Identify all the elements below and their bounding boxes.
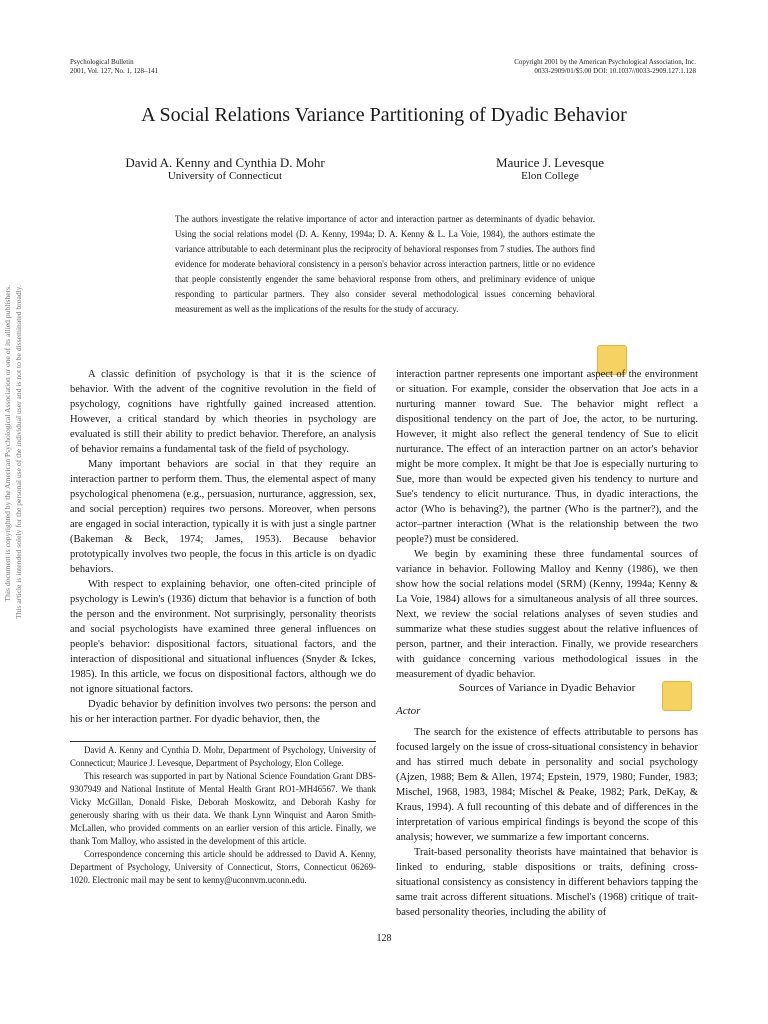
author-affiliation: University of Connecticut (167, 170, 283, 182)
subsection-heading: Actor (396, 705, 421, 717)
journal-volume: 2001, Vol. 127, No. 1, 128–141 (70, 67, 159, 75)
doi-line: 0033-2909/01/$5.00 DOI: 10.1037//0033-2909.127.1.128 (534, 67, 696, 75)
body-paragraph: The search for the existence of effects attributable to persons has focused largely on the issue of cross-situational consistency in behavior and has stirred much debate in personality and social psychology (Ajzen, 1988; Bem & Allen, 1974; Epstein, 1979, 1980; Funder, 1983; Mischel, 1968, 1983, 1984; Mischel & Peake, 1982; Park, DeKay, & Kraus, 1994). A full recounting of this debate and of differences in the interpretation of various empirical findings is beyond the scope of this analysis; however, we summarize a few important concerns. (396, 727, 698, 843)
body-paragraph: interaction partner represents one important aspect of the environment or situation. For example, consider the observation that Joe acts in a nurturing manner toward Sue. The behavior might reflect a dispositional tendency on the part of Joe, the actor, to be nurturing. However, it might also reflect the general tendency of Sue to elicit nurturance. The effect of an interaction partner on an actor's behavior might be more complex. It might be that Joe is especially nurturing to Sue, more than would be expected given his tendency to nurture and Sue's tendency to elicit nurturance. Thus, in dyadic interactions, the actor (Who is behaving?), the partner (Who is the partner?), and the actor–partner interaction (What is the relationship between the two people?) must be considered. (396, 369, 698, 545)
footnote-divider (70, 741, 376, 742)
author-note (70, 744, 376, 887)
copyright-line: Copyright 2001 by the American Psychological Association, Inc. (514, 58, 696, 66)
footnote-paragraph: This research was supported in part by National Science Foundation Grant DBS-9307949 and National Institute of Mental Health Grant RO1-MH46567. We thank Vicky McGillan, Donald Fiske, Deborah Moskowitz, and Deborah Kashy for generously sharing with us their data. We thank Lynn Winquist and Aaron Smith-McLallen, who provided comments on an earlier version of this article. Finally, we thank Tom Malloy, who assisted in the development of this article. (70, 771, 376, 846)
copyright-notice (514, 58, 696, 76)
page-number: 128 (376, 933, 392, 944)
body-paragraph: Many important behaviors are social in that they require an interaction partner to perform them. Thus, the elemental aspect of many psychological phenomena (e.g., persuasion, nurturance, aggression, sex, and social perception) requires two persons. Moreover, when persons are engaged in social interaction, typically it is with just a single partner (Bakeman & Beck, 1974; James, 1953). Because behavior prototypically involves two people, the focus in this article is on dyadic behaviors. (70, 459, 376, 575)
left-column (70, 367, 376, 727)
copyright-sidebar (3, 285, 27, 745)
body-paragraph: A classic definition of psychology is that it is the science of behavior. With the advent of the cognitive revolution in the field of psychology, cognitions have rightfully gained increased attention. However, a critical standard by which theories in psychology are evaluated is still their ability to predict behavior. Therefore, an analysis of behavior remains a fundamental task of the field of psychology. (70, 369, 376, 455)
abstract: The authors investigate the relative importance of actor and interaction partner as determinants of dyadic behavior. Using the social relations model (D. A. Kenny, 1994a; D. A. Kenny & L. La Voie, 1984), the authors estimate the variance attributable to each determinant plus the reciprocity of behavioral responses from 7 studies. The authors find evidence for moderate behavioral consistency in a person's behavior across interaction partners, little or no evidence that people consistently engender the same behavioral response from others, and preliminary evidence of unique responding to particular partners. They also consider several methodological issues concerning behavioral measurement as well as the implications of the results for the study of accuracy. (175, 214, 595, 314)
author-names: Maurice J. Levesque (496, 155, 604, 170)
body-paragraph: Trait-based personality theorists have maintained that behavior is linked to enduring, stable dispositions or traits, defining cross-situational consistency as consistency in different behaviors tapping the same trait across different situations. Mischel's (1968) critique of trait-based personality theories, including the ability of (396, 847, 698, 918)
paper-title: A Social Relations Variance Partitioning of Dyadic Behavior (141, 104, 627, 126)
author-names: David A. Kenny and Cynthia D. Mohr (125, 155, 325, 170)
body-paragraph: Dyadic behavior by definition involves two persons: the person and his or her interaction partner. For dyadic behavior, then, the (70, 699, 376, 725)
body-paragraph: We begin by examining these three fundamental sources of variance in behavior. Following Malloy and Kenny (1986), we then show how the social relations model (SRM) (Kenny, 1994a; Kenny & La Voie, 1984) allows for a simultaneous analysis of all three sources. Next, we review the social relations analyses of seven studies and summarize what these studies suggest about the relative influences of person, partner, and their interaction. Finally, we provide researchers with guidance concerning various methodological issues in the measurement of dyadic behavior. (396, 549, 698, 680)
sidebar-line: This document is copyrighted by the American Psychological Association or one of its allied publishers. (3, 285, 12, 602)
author-affiliation: Elon College (521, 170, 579, 182)
sidebar-line: This article is intended solely for the personal use of the individual user and is not to be disseminated broadly. (14, 285, 23, 619)
right-column-top (396, 367, 698, 682)
body-paragraph: With respect to explaining behavior, one often-cited principle of psychology is Lewin's (1936) dictum that behavior is a function of both the person and the environment. Not surprisingly, personality theorists and social psychologists have examined three general influences on people's behavior: dispositional factors, situational factors, and the interaction of dispositional and situational influences (Snyder & Ickes, 1985). In this article, we focus on dispositional factors, although we do not ignore situational factors. (70, 579, 376, 695)
journal-citation (70, 58, 158, 76)
right-column-bottom (396, 725, 698, 920)
footnote-paragraph: David A. Kenny and Cynthia D. Mohr, Department of Psychology, University of Connecticut; Maurice J. Levesque, Department of Psychology, Elon College. (70, 745, 376, 768)
section-heading: Sources of Variance in Dyadic Behavior (458, 682, 636, 694)
author-block-left (95, 156, 355, 183)
journal-name: Psychological Bulletin (70, 58, 134, 66)
footnote-paragraph: Correspondence concerning this article should be addressed to David A. Kenny, Department of Psychology, University of Connecticut, Storrs, Connecticut 06269-1020. Electronic mail may be sent to kenny@uconnvm.uconn.edu. (70, 849, 376, 885)
author-block-right (455, 156, 645, 183)
